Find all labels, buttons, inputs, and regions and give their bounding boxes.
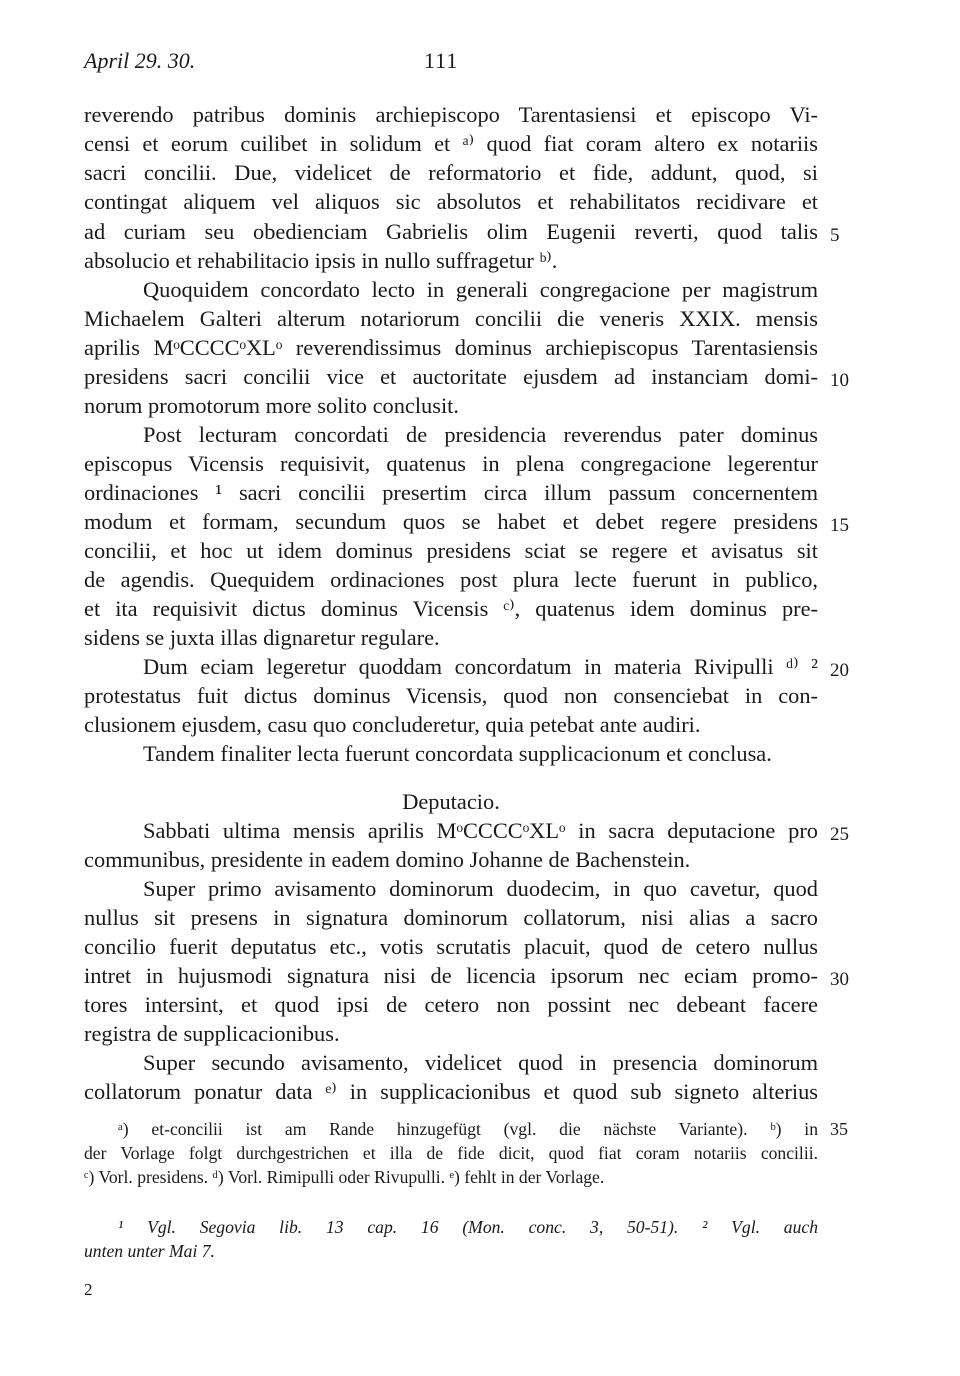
variant-note: ᵃ) et-concilii ist am Rande hinzugefügt (vgl. die nächste Variante). ᵇ) in xyxy=(118,1119,818,1139)
line-number: 10 xyxy=(830,370,849,391)
body-line: episcopus Vicensis requisivit, quatenus in plena congregacione legerentur xyxy=(84,451,818,476)
line-number: 5 xyxy=(830,225,840,246)
body-line: absolucio et rehabilitacio ipsis in nullo suffragetur ᵇ⁾. xyxy=(84,248,558,273)
body-line: norum promotorum more solito conclusit. xyxy=(84,393,459,418)
section-line: intret in hujusmodi signatura nisi de licencia ipsorum nec eciam promo- xyxy=(84,963,818,988)
section-line: communibus, presidente in eadem domino Johanne de Bachenstein. xyxy=(84,847,691,872)
body-line: sidens se juxta illas dignaretur regulare. xyxy=(84,625,440,650)
body-line: presidens sacri concilii vice et auctoritate ejusdem ad instanciam domi- xyxy=(84,364,818,389)
body-line: et ita requisivit dictus dominus Vicensis ᶜ⁾, quatenus idem dominus pre- xyxy=(84,596,818,621)
section-line: Super secundo avisamento, videlicet quod in presencia dominorum xyxy=(143,1050,818,1075)
page-number: 111 xyxy=(424,48,459,73)
section-line: tores intersint, et quod ipsi de cetero non possint nec debeant facere xyxy=(84,992,818,1017)
body-line: Michaelem Galteri alterum notariorum concilii die veneris XXIX. mensis xyxy=(84,306,818,331)
section-line: Sabbati ultima mensis aprilis MᵒCCCCᵒXLᵒ in sacra deputacione pro xyxy=(143,818,818,843)
section-line: Super primo avisamento dominorum duodecim, in quo cavetur, quod xyxy=(143,876,818,901)
running-head: April 29. 30. xyxy=(84,48,196,73)
body-line: contingat aliquem vel aliquos sic absolutos et rehabilitatos recidivare et xyxy=(84,189,818,214)
section-heading: Deputacio. xyxy=(402,789,500,814)
body-line: censi et eorum cuilibet in solidum et ᵃ⁾ quod fiat coram altero ex notariis xyxy=(84,131,818,156)
footnote: ¹ Vgl. Segovia lib. 13 cap. 16 (Mon. conc. 3, 50-51). ² Vgl. auch xyxy=(118,1217,818,1237)
line-number: 35 xyxy=(830,1119,848,1139)
signature-mark-text: 2 xyxy=(84,1280,93,1299)
body-line: Tandem finaliter lecta fuerunt concordata supplicacionum et conclusa. xyxy=(143,741,772,766)
footnote: unten unter Mai 7. xyxy=(84,1241,215,1261)
body-line: Post lecturam concordati de presidencia reverendus pater dominus xyxy=(143,422,818,447)
section-line: collatorum ponatur data ᵉ⁾ in supplicacionibus et quod sub signeto alterius xyxy=(84,1079,818,1104)
body-line: Quoquidem concordato lecto in generali congregacione per magistrum xyxy=(143,277,818,302)
section-line: concilio fuerit deputatus etc., votis scrutatis placuit, quod de cetero nullus xyxy=(84,934,818,959)
line-number: 25 xyxy=(830,824,849,845)
body-line: Dum eciam legeretur quoddam concordatum in materia Rivipulli ᵈ⁾ ² xyxy=(143,654,818,679)
section-line: nullus sit presens in signatura dominorum collatorum, nisi alias a sacro xyxy=(84,905,818,930)
variant-note: ᶜ) Vorl. presidens. ᵈ) Vorl. Rimipulli oder Rivupulli. ᵉ) fehlt in der Vorlage. xyxy=(84,1167,605,1187)
signature-mark xyxy=(84,1278,93,1302)
page-header xyxy=(84,48,818,78)
section-line: registra de supplicacionibus. xyxy=(84,1021,340,1046)
body-line: sacri concilii. Due, videlicet de reformatorio et fide, addunt, quod, si xyxy=(84,160,818,185)
body-line: de agendis. Quequidem ordinaciones post plura lecte fuerunt in publico, xyxy=(84,567,818,592)
body-line: modum et formam, secundum quos se habet et debet regere presidens xyxy=(84,509,818,534)
body-line: aprilis MᵒCCCCᵒXLᵒ reverendissimus dominus archiepiscopus Tarentasiensis xyxy=(84,335,818,360)
body-line: clusionem ejusdem, casu quo concluderetur, quia petebat ante audiri. xyxy=(84,712,701,737)
line-number: 20 xyxy=(830,660,849,681)
body-line: ordinaciones ¹ sacri concilii presertim circa illum passum concernentem xyxy=(84,480,818,505)
variant-note: der Vorlage folgt durchgestrichen et illa de fide dicit, quod fiat coram notariis concilii. xyxy=(84,1143,818,1163)
line-number: 15 xyxy=(830,515,849,536)
line-number: 30 xyxy=(830,969,849,990)
body-line: concilii, et hoc ut idem dominus presidens sciat se regere et avisatus sit xyxy=(84,538,818,563)
body-line: reverendo patribus dominis archiepiscopo Tarentasiensi et episcopo Vi- xyxy=(84,102,818,127)
body-line: ad curiam seu obedienciam Gabrielis olim Eugenii reverti, quod talis xyxy=(84,219,818,244)
body-line: protestatus fuit dictus dominus Vicensis, quod non consenciebat in con- xyxy=(84,683,818,708)
